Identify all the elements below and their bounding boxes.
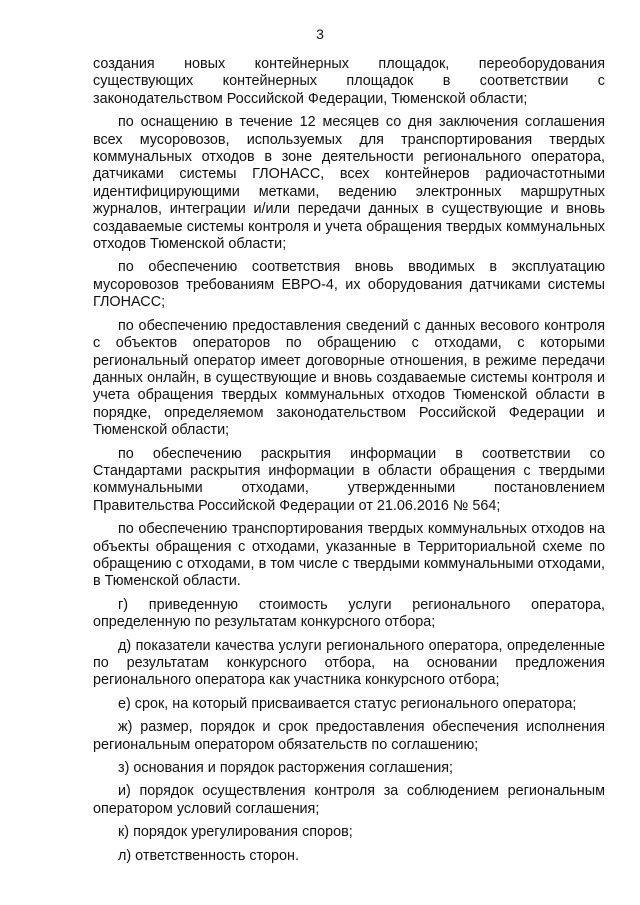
paragraph: по обеспечению раскрытия информации в соответствии со Стандартами раскрытия информации в области обращения с твердыми коммунальными отходами, утвержденными постановлением Правительства Российской Федерации от 21.06.2016 № 564;: [93, 445, 605, 514]
paragraph: по обеспечению соответствия вновь вводимых в эксплуатацию мусоровозов требованиям ЕВРО-4, их оборудования датчиками системы ГЛОНАСС;: [93, 259, 605, 311]
paragraph: по обеспечению транспортирования твердых коммунальных отходов на объекты обращения с отходами, указанные в Территориальной схеме по обращению с отходами, в том числе с твердыми коммунальными отходами, в Тюменской области.: [93, 521, 605, 590]
list-item: л) ответственность сторон.: [118, 847, 299, 864]
page-number: 3: [316, 26, 324, 42]
document-body: [93, 56, 605, 871]
paragraph: по обеспечению предоставления сведений с данных весового контроля с объектов операторов по обращению с отходами, с которыми региональный оператор имеет договорные отношения, в режиме передачи данных онлайн, в существующие и вновь создаваемые системы контроля и учета обращения твердых коммунальных отходов Тюменской области в порядке, определяемом законодательством Российской Федерации и Тюменской области;: [93, 317, 605, 439]
paragraph: по оснащению в течение 12 месяцев со дня заключения соглашения всех мусоровозов, используемых для транспортирования твердых коммунальных отходов в зоне деятельности регионального оператора, датчиками системы ГЛОНАСС, всех контейнеров радиочастотными идентифицирующими метками, ведению электронных маршрутных журналов, интеграции и/или передачи данных в существующие и вновь создаваемые системы контроля и учета обращения твердых коммунальных отходов Тюменской области;: [93, 114, 605, 253]
list-item: г) приведенную стоимость услуги регионального оператора, определенную по результатам конкурсного отбора;: [93, 596, 605, 631]
paragraph: создания новых контейнерных площадок, переоборудования существующих контейнерных площадок в соответствии с законодательством Российской Федерации, Тюменской области;: [93, 56, 605, 107]
list-item: ж) размер, порядок и срок предоставления обеспечения исполнения региональным оператором обязательств по соглашению;: [93, 719, 605, 753]
list-item: е) срок, на который присваивается статус регионального оператора;: [118, 695, 577, 712]
list-item: и) порядок осуществления контроля за соблюдением региональным оператором условий соглашения;: [93, 783, 605, 817]
list-item: к) порядок урегулирования споров;: [118, 824, 353, 841]
list-item: д) показатели качества услуги регионального оператора, определенные по результатам конкурсного отбора, на основании предложения регионального оператора как участника конкурсного отбора;: [93, 637, 605, 689]
list-item: з) основания и порядок расторжения соглашения;: [118, 760, 454, 777]
